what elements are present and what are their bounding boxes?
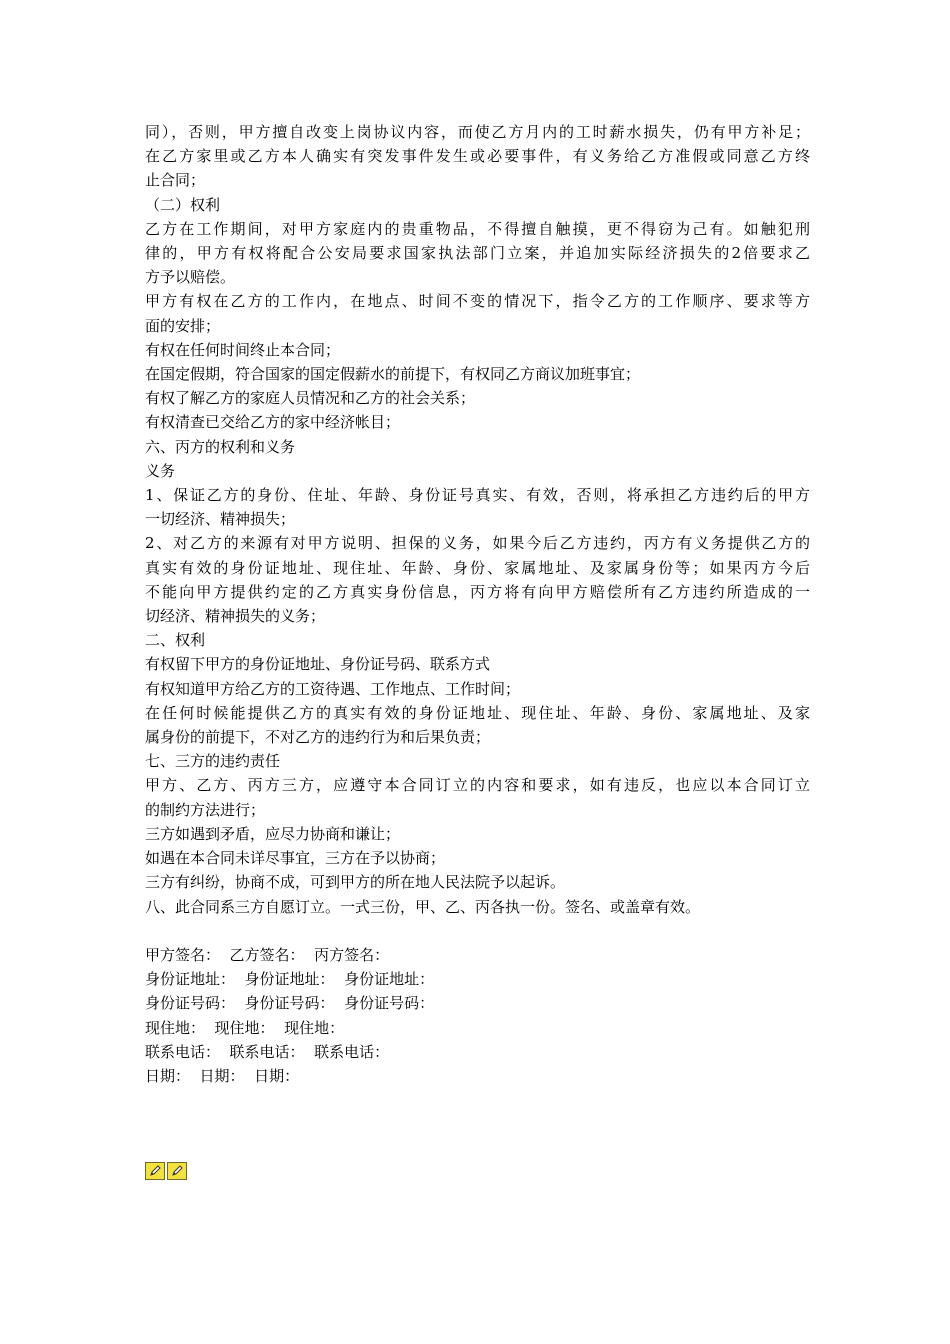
contract-line: 在乙方家里或乙方本人确实有突发事件发生或必要事件，有义务给乙方准假或同意乙方终 (145, 147, 810, 166)
contract-line: 方予以赔偿。 (145, 268, 236, 287)
contract-line: 有权留下甲方的身份证地址、身份证号码、联系方式 (145, 655, 491, 674)
contract-line: 有权了解乙方的家庭人员情况和乙方的社会关系； (145, 389, 476, 408)
contract-line: 二、权利 (145, 631, 206, 650)
contract-line: 1、保证乙方的身份、住址、年龄、身份证号真实、有效，否则，将承担乙方违约后的甲方 (145, 486, 810, 505)
contract-line: 律的，甲方有权将配合公安局要求国家执法部门立案，并追加实际经济损失的2倍要求乙 (145, 244, 810, 263)
contract-line: 如遇在本合同未详尽事宜，三方在予以协商； (145, 849, 446, 868)
contract-line: 同），否则，甲方擅自改变上岗协议内容，而使乙方月内的工时薪水损失，仍有甲方补足； (145, 123, 810, 141)
signature-row: 身份证号码： 身份证号码： 身份证号码： (145, 994, 435, 1013)
contract-line: 三方有纠纷，协商不成，可到甲方的所在地人民法院予以起诉。 (145, 873, 566, 892)
contract-line: 七、三方的违约责任 (145, 752, 281, 771)
contract-line: 属身份的前提下，不对乙方的违约行为和后果负责； (145, 728, 491, 747)
edit-pencil-icon[interactable] (167, 1162, 187, 1180)
contract-line: 的制约方法进行； (145, 800, 266, 819)
contract-line: 有权清查已交给乙方的家中经济帐目； (145, 413, 401, 432)
signature-row: 身份证地址： 身份证地址： 身份证地址： (145, 970, 435, 989)
signature-block (145, 943, 810, 1088)
contract-line: 2、对乙方的来源有对甲方说明、担保的义务，如果今后乙方违约，丙方有义务提供乙方的 (145, 534, 810, 553)
contract-line: 面的安排； (145, 316, 221, 335)
contract-line: 在国定假期，符合国家的国定假薪水的前提下，有权同乙方商议加班事宜； (145, 365, 641, 384)
contract-line: 有权在任何时间终止本合同； (145, 340, 341, 359)
contract-line: 六、丙方的权利和义务 (145, 437, 296, 456)
contract-line: 真实有效的身份证地址、现住址、年龄、身份、家属地址、及家属身份等；如果丙方今后 (145, 558, 810, 577)
signature-row: 甲方签名： 乙方签名： 丙方签名： (145, 945, 390, 964)
contract-line: 止合同； (145, 171, 206, 190)
contract-line: 义务 (145, 461, 176, 480)
contract-line: 有权知道甲方给乙方的工资待遇、工作地点、工作时间； (145, 679, 521, 698)
signature-row: 联系电话： 联系电话： 联系电话： (145, 1042, 390, 1061)
contract-line: 乙方在工作期间，对甲方家庭内的贵重物品，不得擅自触摸，更不得窃为己有。如触犯刑 (145, 219, 810, 238)
contract-line: 甲方有权在乙方的工作内，在地点、时间不变的情况下，指令乙方的工作顺序、要求等方 (145, 292, 810, 311)
edit-pencil-icon[interactable] (145, 1162, 165, 1180)
contract-line: （二）权利 (145, 195, 221, 214)
contract-line: 不能向甲方提供约定的乙方真实身份信息，丙方将有向甲方赔偿所有乙方违约所造成的一 (145, 582, 810, 601)
signature-row: 日期： 日期： 日期： (145, 1066, 300, 1085)
contract-line: 甲方、乙方、丙方三方，应遵守本合同订立的内容和要求，如有违反，也应以本合同订立 (145, 776, 810, 795)
contract-page (145, 120, 810, 1088)
contract-line: 三方如遇到矛盾，应尽力协商和谦让； (145, 824, 401, 843)
contract-line: 切经济、精神损失的义务； (145, 607, 326, 626)
contract-body (145, 120, 810, 919)
contract-line: 一切经济、精神损失； (145, 510, 296, 529)
blank-line (145, 919, 810, 943)
signature-row: 现住地： 现住地： 现住地： (145, 1018, 345, 1037)
contract-line: 在任何时候能提供乙方的真实有效的身份证地址、现住址、年龄、身份、家属地址、及家 (145, 703, 810, 722)
contract-line: 八、此合同系三方自愿订立。一式三份，甲、乙、丙各执一份。签名、或盖章有效。 (145, 897, 701, 916)
footer-icons (145, 1162, 187, 1180)
